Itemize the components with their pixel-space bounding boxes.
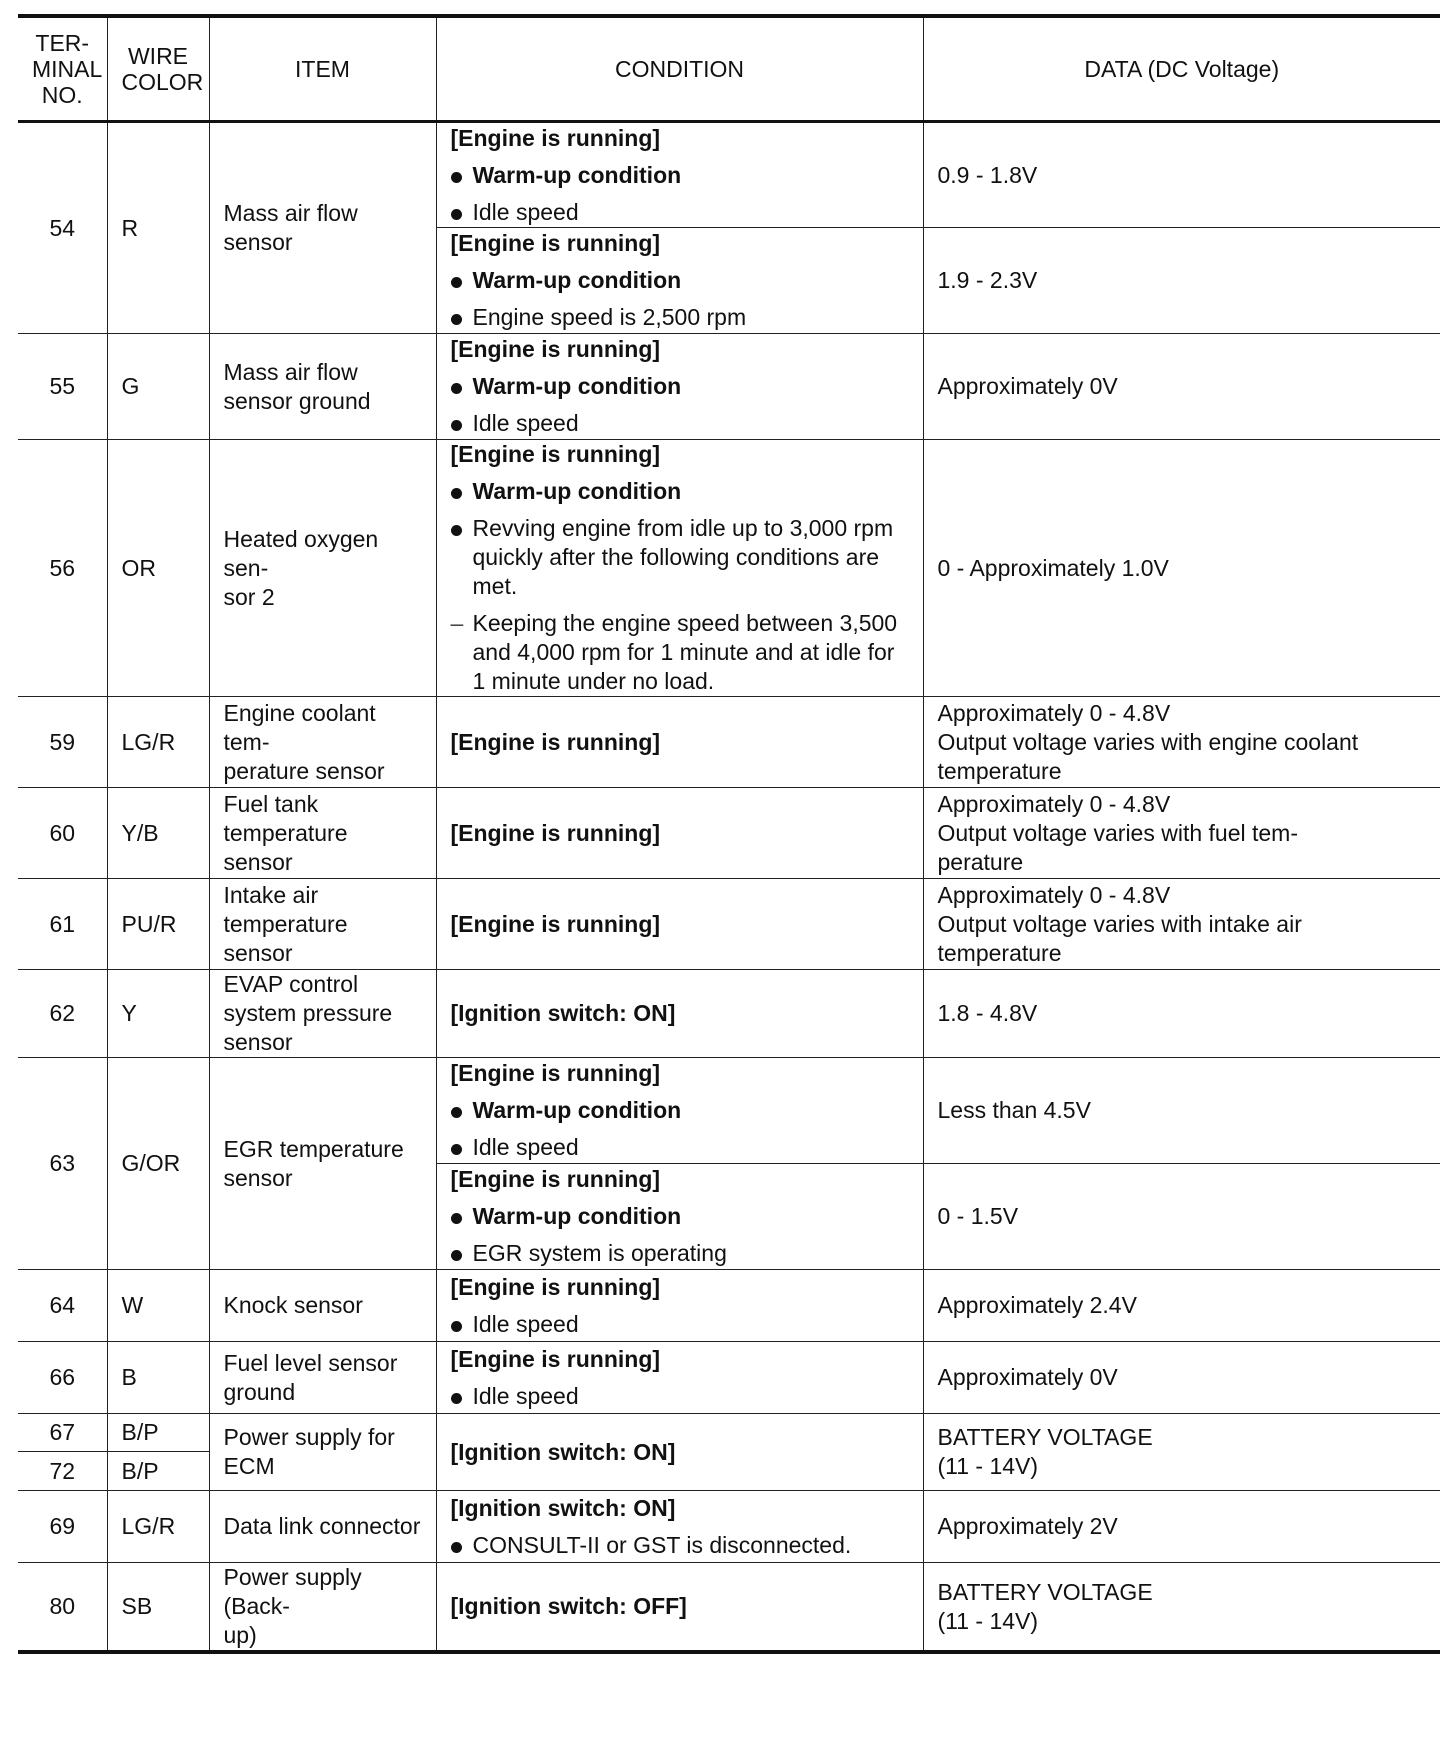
data-value: 0.9 - 1.8V [923,122,1440,228]
bullet-icon [451,1542,462,1553]
condition-cell [436,1058,923,1164]
terminal-no: 64 [18,1270,107,1342]
condition-cell [436,1270,923,1342]
condition-bullet: Warm-up condition [451,266,909,295]
condition-bullet: Warm-up condition [451,1202,909,1231]
condition-bullet: EGR system is operating [451,1239,909,1268]
wire-color: Y [107,970,209,1058]
data-value: Approximately 2.4V [923,1270,1440,1342]
wire-color: PU/R [107,879,209,970]
terminal-no: 59 [18,697,107,788]
wire-color: B [107,1342,209,1414]
ecm-terminal-table [18,14,1440,1654]
condition-cell [436,1491,923,1563]
table-row [18,1058,1440,1164]
condition-bullet: CONSULT-II or GST is disconnected. [451,1531,909,1560]
terminal-no: 80 [18,1563,107,1653]
condition-header: [Ignition switch: OFF] [436,1563,923,1653]
condition-header: [Ignition switch: ON] [436,970,923,1058]
wire-color: B/P [107,1452,209,1491]
table-row [18,1414,1440,1452]
bullet-icon [451,277,462,288]
data-value: Approximately 0 - 4.8V Output voltage varies with engine coolant temperature [923,697,1440,788]
data-value: 1.8 - 4.8V [923,970,1440,1058]
data-value: BATTERY VOLTAGE (11 - 14V) [923,1563,1440,1653]
condition-bullet: Warm-up condition [451,477,909,506]
condition-header: [Engine is running] [450,1060,661,1086]
condition-header: [Engine is running] [450,1166,661,1192]
condition-cell [436,1164,923,1270]
wire-color: OR [107,440,209,697]
wire-color: W [107,1270,209,1342]
table-row [18,440,1440,697]
bullet-icon [451,420,462,431]
data-value: 0 - 1.5V [923,1164,1440,1270]
condition-bullet: Warm-up condition [451,372,909,401]
condition-bullet: Idle speed [451,1382,909,1411]
header-condition: CONDITION [436,16,923,122]
bullet-icon [451,1250,462,1261]
wire-color: LG/R [107,697,209,788]
data-value: Less than 4.5V [923,1058,1440,1164]
header-data: DATA (DC Voltage) [923,16,1440,122]
condition-sub-item: – Keeping the engine speed between 3,500 and 4,000 rpm for 1 minute and at idle for 1 minute under no load. [450,610,898,694]
data-value: Approximately 0 - 4.8V Output voltage varies with fuel tem- perature [923,788,1440,879]
item-name: Heated oxygen sen- sor 2 [209,440,436,697]
bullet-icon [451,1213,462,1224]
terminal-no: 66 [18,1342,107,1414]
item-name: Mass air flow sensor [209,122,436,334]
table-row [18,1342,1440,1414]
bullet-icon [451,488,462,499]
wire-color: R [107,122,209,334]
item-name: Intake air temperature sensor [209,879,436,970]
condition-cell [436,440,923,697]
wire-color: Y/B [107,788,209,879]
dash-icon: – [450,610,464,636]
item-name: EVAP control system pressure sensor [209,970,436,1058]
data-value: BATTERY VOLTAGE (11 - 14V) [923,1414,1440,1491]
item-name: Power supply (Back- up) [209,1563,436,1653]
condition-bullet: Idle speed [451,198,909,227]
data-value: Approximately 0V [923,334,1440,440]
table-row [18,334,1440,440]
condition-bullet: Warm-up condition [451,1096,909,1125]
condition-header: [Ignition switch: ON] [436,1414,923,1491]
bullet-icon [451,172,462,183]
condition-header: [Engine is running] [450,1273,661,1300]
condition-header: [Engine is running] [450,230,661,256]
item-name: Engine coolant tem- perature sensor [209,697,436,788]
terminal-no: 60 [18,788,107,879]
condition-header: [Engine is running] [450,1345,661,1372]
bullet-icon [451,525,462,536]
item-name: Fuel tank temperature sensor [209,788,436,879]
terminal-no: 63 [18,1058,107,1270]
table-row [18,1270,1440,1342]
item-name: Mass air flow sensor ground [209,334,436,440]
condition-header: [Ignition switch: ON] [450,1494,676,1521]
condition-bullet: Idle speed [451,1310,909,1339]
condition-bullet: Idle speed [451,409,909,438]
header-row [18,16,1440,122]
data-value: Approximately 0V [923,1342,1440,1414]
table-row [18,697,1440,788]
condition-bullet: Revving engine from idle up to 3,000 rpm quickly after the following conditions are met. [451,514,909,601]
item-name: Knock sensor [209,1270,436,1342]
terminal-no: 62 [18,970,107,1058]
terminal-no: 72 [18,1452,107,1491]
ecm-terminal-table-container [18,14,1440,1654]
condition-cell [436,122,923,228]
terminal-no: 56 [18,440,107,697]
item-name: Power supply for ECM [209,1414,436,1491]
condition-header: [Engine is running] [436,879,923,970]
table-row [18,788,1440,879]
wire-color: G [107,334,209,440]
bullet-icon [451,209,462,220]
condition-header: [Engine is running] [450,441,661,467]
terminal-no: 67 [18,1414,107,1452]
condition-bullet: Warm-up condition [451,161,909,190]
data-value: Approximately 0 - 4.8V Output voltage varies with intake air temperature [923,879,1440,970]
condition-bullet: Engine speed is 2,500 rpm [451,303,909,332]
bullet-icon [451,1393,462,1404]
item-name: Fuel level sensor ground [209,1342,436,1414]
header-item: ITEM [209,16,436,122]
bullet-icon [451,1107,462,1118]
bullet-icon [451,1321,462,1332]
condition-bullet: Idle speed [451,1133,909,1162]
bullet-icon [451,1144,462,1155]
terminal-no: 61 [18,879,107,970]
condition-header: [Engine is running] [450,336,661,362]
data-value: Approximately 2V [923,1491,1440,1563]
terminal-no: 54 [18,122,107,334]
terminal-no: 55 [18,334,107,440]
condition-cell [436,228,923,334]
table-row [18,122,1440,228]
header-terminal: TER- MINAL NO. [18,16,107,122]
condition-header: [Engine is running] [436,697,923,788]
data-value: 1.9 - 2.3V [923,228,1440,334]
item-name: Data link connector [209,1491,436,1563]
terminal-no: 69 [18,1491,107,1563]
condition-header: [Engine is running] [450,124,661,151]
condition-cell [436,334,923,440]
bullet-icon [451,314,462,325]
table-row [18,879,1440,970]
table-row [18,970,1440,1058]
wire-color: LG/R [107,1491,209,1563]
data-value: 0 - Approximately 1.0V [923,440,1440,697]
item-name: EGR temperature sensor [209,1058,436,1270]
table-row [18,1491,1440,1563]
table-row [18,1563,1440,1653]
wire-color: G/OR [107,1058,209,1270]
condition-header: [Engine is running] [436,788,923,879]
wire-color: B/P [107,1414,209,1452]
header-wire-color: WIRE COLOR [107,16,209,122]
condition-cell [436,1342,923,1414]
bullet-icon [451,383,462,394]
wire-color: SB [107,1563,209,1653]
